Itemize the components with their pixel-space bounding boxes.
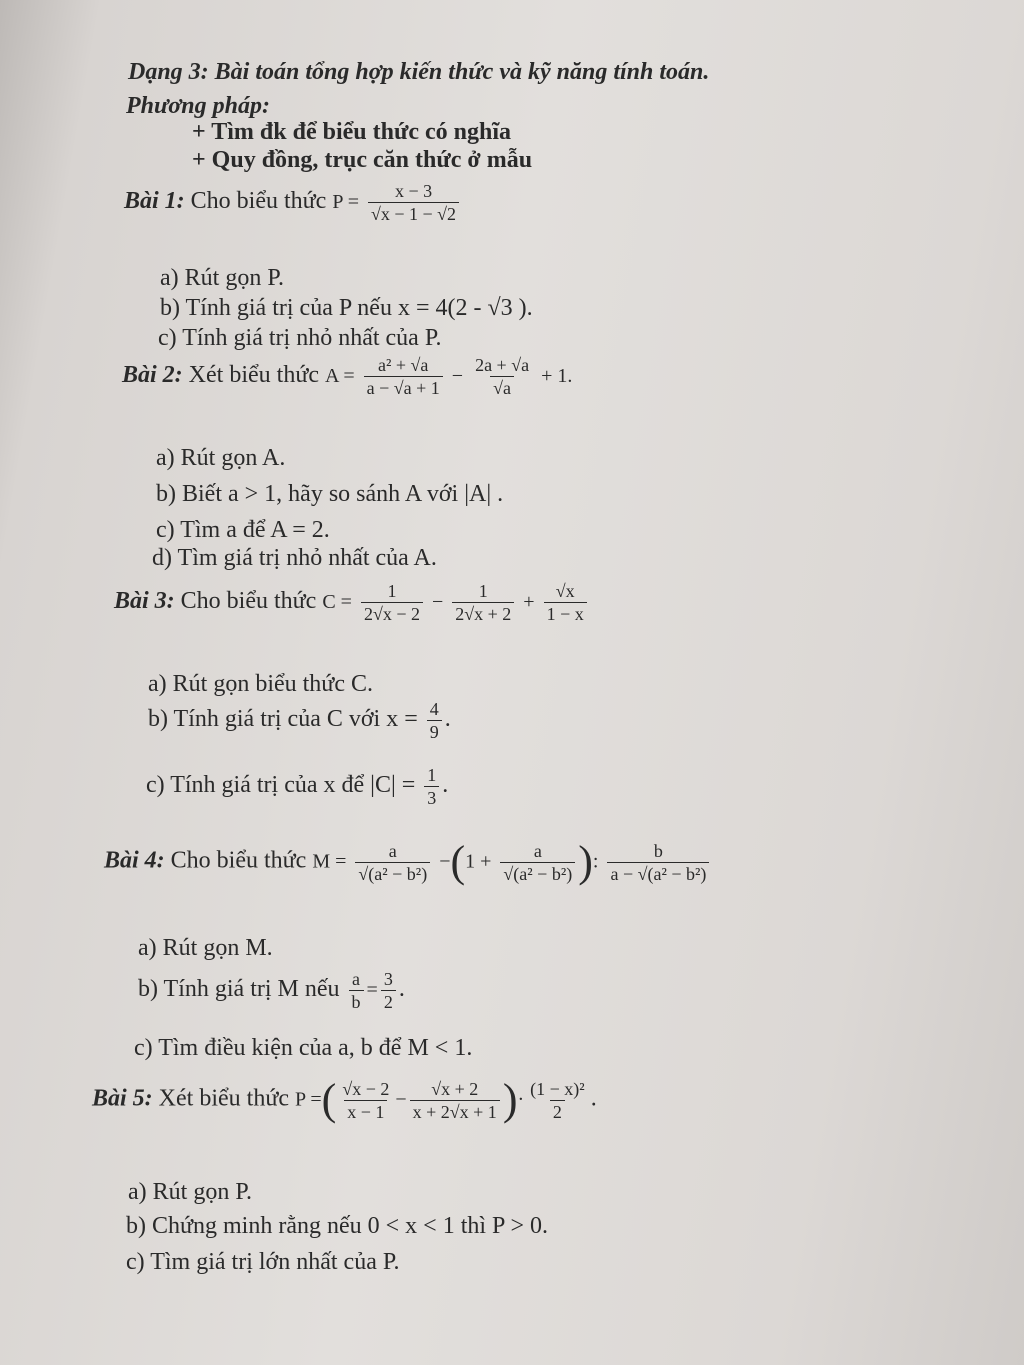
right-paren: ) — [502, 1075, 518, 1124]
dot-sign: · — [517, 1088, 525, 1111]
problem-5-label: Bài 5: — [92, 1085, 153, 1112]
fraction-denominator: x − 1 — [344, 1100, 387, 1121]
problem-4-part-c: c) Tìm điều kiện của a, b để M < 1. — [134, 1035, 473, 1061]
fraction-numerator: 3 — [383, 969, 393, 989]
fraction-numerator: a — [388, 840, 397, 861]
problem-2-tail: + 1. — [541, 365, 573, 388]
minus-sign: − — [395, 1088, 407, 1111]
problem-2-part-a: a) Rút gọn A. — [156, 445, 286, 471]
problem-3-part-b — [148, 700, 451, 741]
problem-5-intro: Xét biểu thức — [158, 1085, 289, 1112]
problem-5-fraction-1 — [339, 1080, 392, 1121]
problem-4-label: Bài 4: — [104, 847, 165, 874]
method-item-2: + Quy đồng, trục căn thức ở mẫu — [192, 147, 533, 173]
problem-4-part-b — [138, 970, 405, 1011]
problem-2-label: Bài 2: — [122, 362, 183, 389]
problem-5-fraction-2 — [410, 1080, 500, 1121]
problem-2-part-d: d) Tìm giá trị nhỏ nhất của A. — [152, 545, 437, 571]
fraction-numerator: √x + 2 — [431, 1078, 479, 1099]
ratio-fraction-value — [381, 970, 396, 1011]
problem-2-statement — [122, 356, 572, 397]
problem-1-part-c: c) Tính giá trị nhỏ nhất của P. — [158, 325, 442, 351]
fraction-numerator: 1 — [427, 765, 437, 785]
problem-4-lhs: M = — [312, 850, 347, 873]
fraction-denominator: b — [349, 990, 364, 1011]
fraction-numerator: 4 — [429, 699, 439, 719]
period: . — [590, 1085, 597, 1112]
problem-3-part-c — [146, 766, 448, 807]
fraction-denominator: √(a² − b²) — [355, 862, 430, 883]
part-b-text: b) Tính giá trị của C với x = — [148, 706, 418, 733]
problem-1-part-b: b) Tính giá trị của P nếu x = 4(2 - √3 ). — [160, 295, 533, 321]
fraction-numerator: (1 − x)² — [530, 1078, 585, 1099]
problem-1-label: Bài 1: — [124, 188, 185, 215]
fraction-denominator: √(a² − b²) — [500, 862, 575, 883]
fraction-denominator: a − √(a² − b²) — [607, 862, 709, 883]
plus-sign: + — [523, 591, 535, 614]
fraction-numerator: b — [653, 840, 663, 861]
problem-2-fraction-1 — [364, 356, 443, 397]
fraction-numerator: 1 — [478, 581, 488, 601]
fraction-numerator: a — [533, 840, 542, 861]
problem-2-fraction-2 — [472, 356, 532, 397]
minus-sign: − — [431, 591, 444, 614]
problem-5-part-a: a) Rút gọn P. — [128, 1179, 253, 1205]
problem-3-fraction-3 — [544, 582, 587, 623]
section-heading: Dạng 3: Bài toán tổng hợp kiến thức và kỹ năng tính toán. — [128, 59, 710, 85]
fraction-denominator: 2√x − 2 — [361, 602, 423, 623]
problem-4-fraction-3 — [607, 842, 709, 883]
problem-4-fraction-2 — [500, 842, 575, 883]
part-b-fraction — [427, 700, 442, 741]
fraction-denominator: x + 2√x + 1 — [410, 1100, 500, 1121]
method-label: Phương pháp: — [126, 93, 270, 119]
problem-2-lhs: A = — [324, 365, 355, 388]
fraction-numerator: a — [352, 969, 361, 989]
problem-2-part-b: b) Biết a > 1, hãy so sánh A với |A| . — [156, 481, 504, 507]
minus-sign: − — [439, 850, 451, 873]
problem-4-fraction-1 — [355, 842, 430, 883]
fraction-numerator: 1 — [387, 581, 397, 601]
problem-1-lhs: P = — [332, 191, 359, 214]
problem-2-intro: Xét biểu thức — [188, 362, 319, 389]
problem-2-part-c: c) Tìm a để A = 2. — [156, 517, 330, 543]
fraction-denominator: 2 — [550, 1100, 565, 1121]
method-item-1: + Tìm đk để biểu thức có nghĩa — [192, 119, 512, 145]
problem-5-lhs: P = — [294, 1088, 322, 1111]
part-b-text: b) Tính giá trị M nếu — [138, 976, 340, 1003]
fraction-numerator: √x — [555, 581, 575, 601]
fraction-numerator: x − 3 — [394, 181, 433, 201]
one-plus: 1 + — [465, 850, 492, 873]
problem-1-intro: Cho biểu thức — [190, 188, 327, 215]
problem-3-intro: Cho biểu thức — [180, 588, 317, 615]
left-paren: ( — [450, 837, 466, 886]
period: . — [444, 706, 451, 733]
fraction-denominator: √x − 1 − √2 — [368, 202, 459, 223]
problem-3-fraction-2 — [452, 582, 514, 623]
period: . — [398, 976, 405, 1003]
problem-5-statement — [92, 1075, 597, 1124]
problem-1-part-a: a) Rút gọn P. — [160, 265, 285, 291]
minus-sign: − — [451, 365, 464, 388]
fraction-numerator: 2a + √a — [475, 355, 530, 375]
fraction-denominator: 3 — [424, 786, 439, 807]
problem-4-part-a: a) Rút gọn M. — [138, 935, 273, 961]
fraction-denominator: a − √a + 1 — [364, 376, 443, 397]
problem-3-statement — [114, 582, 590, 623]
part-c-text: c) Tính giá trị của x để |C| = — [146, 772, 416, 799]
right-paren: ) — [578, 837, 593, 886]
fraction-numerator: a² + √a — [377, 355, 429, 375]
fraction-denominator: 9 — [427, 720, 442, 741]
problem-3-lhs: C = — [322, 591, 352, 614]
fraction-denominator: 2 — [381, 990, 396, 1011]
problem-5-fraction-3 — [527, 1080, 588, 1121]
problem-4-intro: Cho biểu thức — [170, 847, 307, 874]
problem-3-part-a: a) Rút gọn biểu thức C. — [148, 671, 373, 697]
left-paren: ( — [321, 1075, 337, 1124]
problem-3-label: Bài 3: — [114, 588, 175, 615]
equals-sign: = — [366, 979, 378, 1002]
fraction-denominator: 1 − x — [544, 602, 587, 623]
problem-4-statement — [104, 837, 712, 886]
problem-5-part-b: b) Chứng minh rằng nếu 0 < x < 1 thì P > 0. — [126, 1213, 549, 1239]
problem-5-part-c: c) Tìm giá trị lớn nhất của P. — [126, 1249, 400, 1275]
problem-3-fraction-1 — [361, 582, 423, 623]
fraction-denominator: √a — [490, 376, 514, 397]
fraction-numerator: √x − 2 — [342, 1078, 390, 1099]
problem-1-statement — [124, 182, 462, 223]
fraction-denominator: 2√x + 2 — [452, 602, 514, 623]
colon-sign: : — [592, 850, 599, 873]
problem-1-fraction — [368, 182, 459, 223]
ratio-fraction-a-b — [349, 970, 364, 1011]
part-c-fraction — [424, 766, 439, 807]
period: . — [442, 772, 449, 799]
